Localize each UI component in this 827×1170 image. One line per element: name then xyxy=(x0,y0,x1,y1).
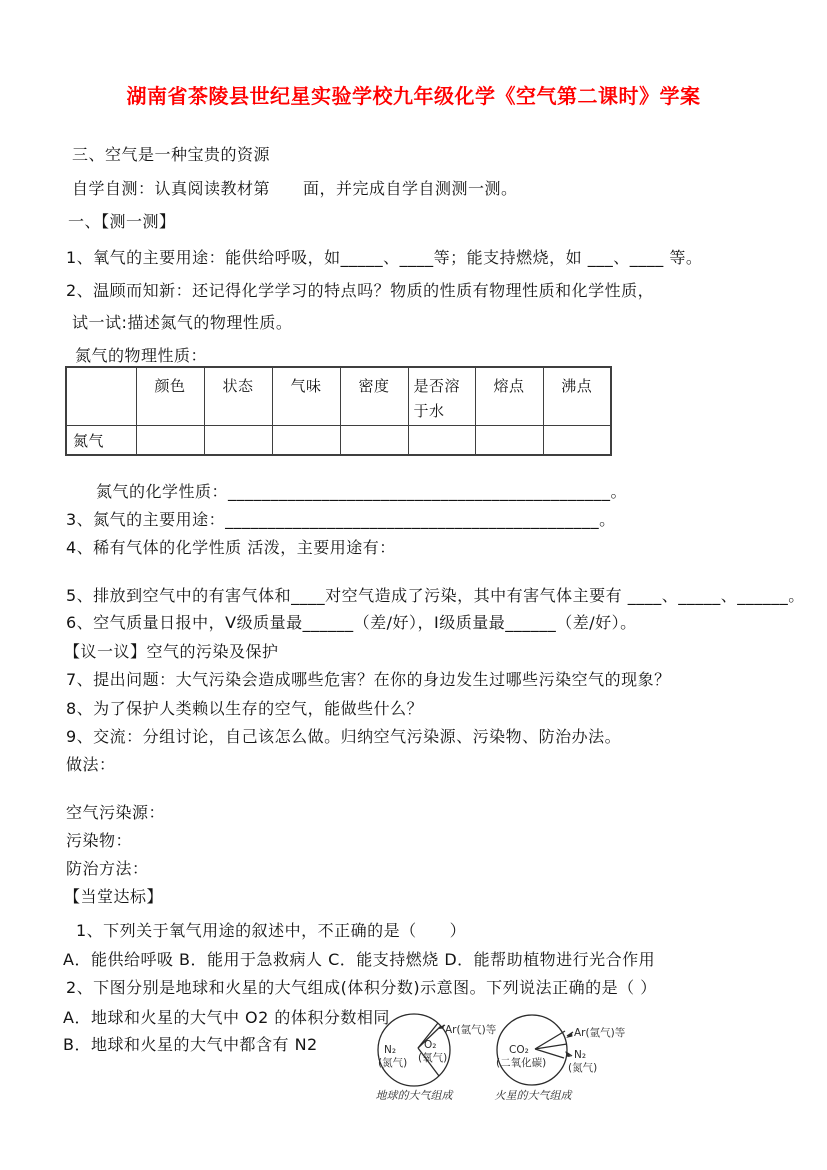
table-header-cell: 颜色 xyxy=(136,367,204,426)
table-header-cell: 沸点 xyxy=(543,367,611,426)
mars-atmosphere-pie xyxy=(495,1015,626,1102)
earth-n2-label: N₂ xyxy=(384,1044,397,1056)
table-header-cell: 是否溶于水 xyxy=(408,367,475,426)
air-pollution-source-label: 空气污染源： xyxy=(66,803,166,822)
q2-review-properties: 2、温顾而知新：还记得化学学习的特点吗？物质的性质有物理性质和化学性质， xyxy=(66,281,655,300)
heading-discuss: 【议一议】空气的污染及保护 xyxy=(64,642,279,661)
earth-o2-sublabel: (氧气) xyxy=(418,1052,448,1064)
mars-co2-sublabel: (二氧化碳) xyxy=(496,1057,547,1069)
g2-option-a: A．地球和火星的大气中 O2 的体积分数相同 xyxy=(63,1008,390,1027)
q8-protect-air: 8、为了保护人类赖以生存的空气，能做些什么？ xyxy=(66,699,424,718)
heading-class-standard: 【当堂达标】 xyxy=(64,887,164,906)
atmosphere-diagrams xyxy=(368,1008,640,1110)
table-header-cell: 密度 xyxy=(340,367,408,426)
table-empty-cell xyxy=(272,426,340,456)
n2-physical-properties-label: 氮气的物理性质： xyxy=(75,346,208,365)
table-header-row xyxy=(66,367,611,426)
table-empty-cell xyxy=(408,426,475,456)
earth-o2-label: O₂ xyxy=(424,1039,437,1051)
practice-label: 做法： xyxy=(66,755,116,774)
table-empty-cell xyxy=(204,426,272,456)
table-empty-cell xyxy=(136,426,204,456)
table-header-cell: 状态 xyxy=(204,367,272,426)
table-empty-cell xyxy=(475,426,543,456)
page-title: 湖南省茶陵县世纪星实验学校九年级化学《空气第二课时》学案 xyxy=(126,84,701,108)
n2-properties-table xyxy=(65,366,612,456)
section-heading-precious-resource: 三、空气是一种宝贵的资源 xyxy=(72,145,271,164)
mars-n2-label: N₂ xyxy=(574,1049,587,1061)
n2-chemical-properties-blank: 氮气的化学性质：_____________________________________________。 xyxy=(96,482,628,501)
mars-ar-label: Ar(氩气)等 xyxy=(574,1027,626,1039)
table-header-cell: 气味 xyxy=(272,367,340,426)
q3-n2-main-uses: 3、氮气的主要用途：____________________________________________。 xyxy=(66,510,616,529)
earth-ar-label: Ar(氩气)等 xyxy=(445,1024,497,1036)
q9-exchange-discussion: 9、交流：分组讨论，自己该怎么做。归纳空气污染源、污染物、防治办法。 xyxy=(66,727,622,746)
mars-co2-label: CO₂ xyxy=(509,1044,529,1056)
self-study-instruction: 自学自测：认真阅读教材第 面，并完成自学自测测一测。 xyxy=(72,179,518,198)
q7-raise-question: 7、提出问题：大气污染会造成哪些危害？在你的身边发生过哪些污染空气的现象？ xyxy=(66,670,671,689)
table-header-cell xyxy=(66,367,136,426)
atmosphere-diagrams-svg xyxy=(368,1008,640,1110)
earth-atmosphere-pie xyxy=(376,1014,497,1102)
g2-atmosphere-question: 2、下图分别是地球和火星的大气组成(体积分数)示意图。下列说法正确的是（ ） xyxy=(66,978,657,997)
g2-option-b: B．地球和火星的大气中都含有 N2 xyxy=(63,1035,318,1054)
mars-pie-circle xyxy=(497,1015,567,1085)
table-empty-cell xyxy=(543,426,611,456)
earth-pie-caption: 地球的大气组成 xyxy=(375,1089,453,1102)
earth-n2-sublabel: (氮气) xyxy=(378,1057,408,1069)
table-empty-cell xyxy=(340,426,408,456)
q6-air-quality-report: 6、空气质量日报中，V级质量最______（差/好），I级质量最______（差/好）。 xyxy=(66,613,637,632)
table-header-cell: 熔点 xyxy=(475,367,543,426)
mars-n2-sublabel: (氮气) xyxy=(568,1062,598,1074)
try-it-prompt: 试一试:描述氮气的物理性质。 xyxy=(72,313,293,332)
g1-oxygen-use-question: 1、下列关于氧气用途的叙述中，不正确的是（ ） xyxy=(76,921,467,940)
mars-pie-caption: 火星的大气组成 xyxy=(494,1089,572,1102)
q5-air-pollution: 5、排放到空气中的有害气体和____对空气造成了污染，其中有害气体主要有 ____、_____、______。 xyxy=(66,586,805,605)
table-row xyxy=(66,426,611,456)
q1-oxygen-uses: 1、氧气的主要用途：能供给呼吸，如_____、____等；能支持燃烧，如 ___、____ 等。 xyxy=(66,248,703,267)
g1-options: A．能供给呼吸 B．能用于急救病人 C．能支持燃烧 D．能帮助植物进行光合作用 xyxy=(63,950,656,969)
q4-noble-gas-properties: 4、稀有气体的化学性质 活泼，主要用途有： xyxy=(66,538,396,557)
prevention-method-label: 防治方法： xyxy=(66,859,149,878)
table-row-label: 氮气 xyxy=(66,426,136,456)
heading-test-yourself: 一、【测一测】 xyxy=(68,212,176,231)
pollutant-label: 污染物： xyxy=(66,831,133,850)
